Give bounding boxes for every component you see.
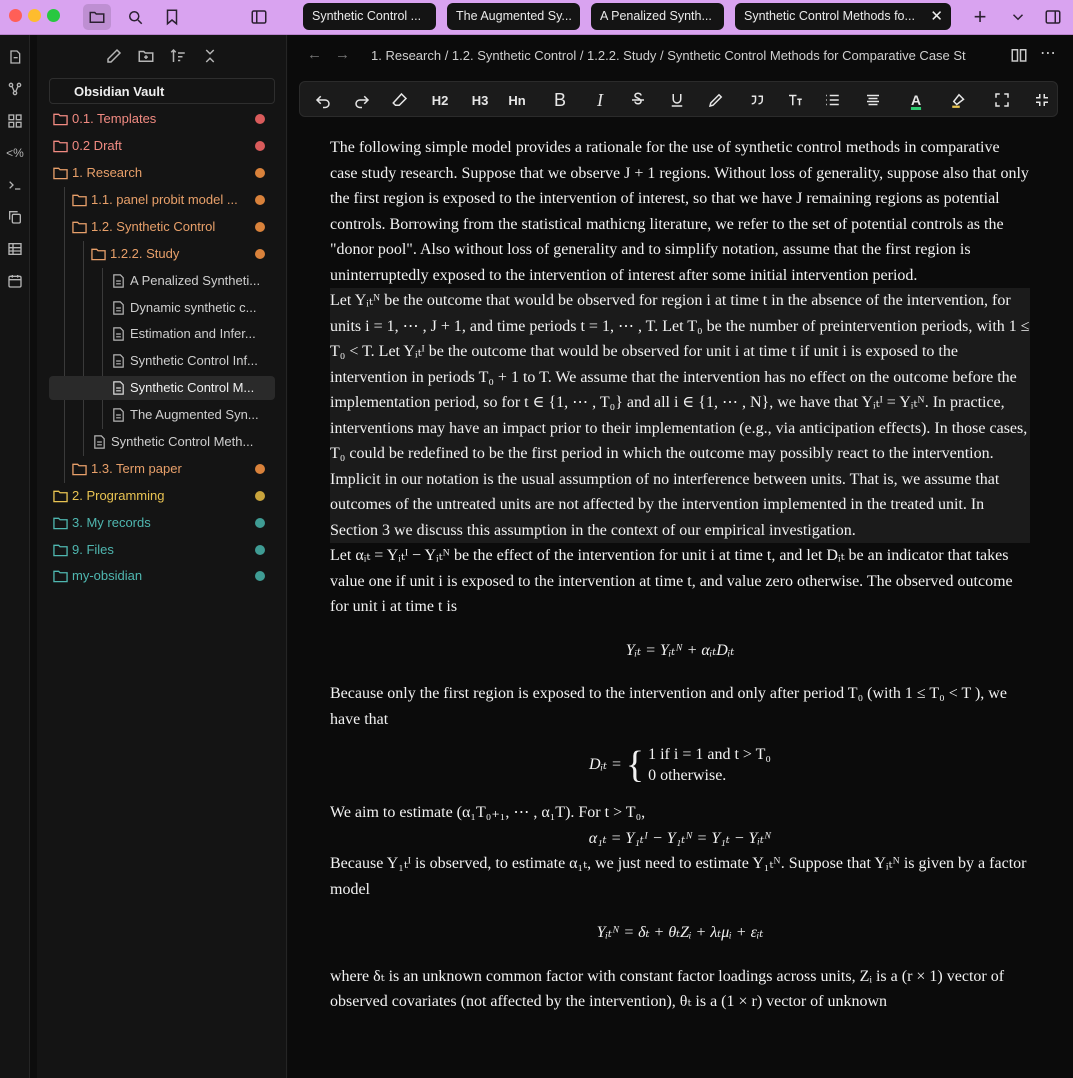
vault-name[interactable]: Obsidian Vault bbox=[49, 78, 275, 104]
reading-view-icon[interactable] bbox=[1010, 46, 1028, 64]
folder-synthetic-control[interactable] bbox=[72, 215, 275, 239]
paragraph: Because only the first region is exposed to the intervention and only after period T₀ (with 1 ≤ T₀ < T ), we have that bbox=[330, 685, 1007, 728]
folder-open-icon bbox=[53, 166, 68, 180]
folder-research[interactable] bbox=[53, 161, 275, 185]
tree-item-label: 1. Research bbox=[72, 165, 143, 180]
back-arrow-icon[interactable]: ← bbox=[307, 46, 322, 63]
status-dot bbox=[255, 545, 265, 555]
equation: Yᵢₜ = Yᵢₜᴺ + αᵢₜDᵢₜ bbox=[625, 641, 735, 659]
status-dot bbox=[255, 491, 265, 501]
folder-panel-probit[interactable] bbox=[72, 188, 275, 212]
folder-open-icon bbox=[72, 220, 87, 234]
title-bar bbox=[0, 0, 1073, 35]
folder-icon bbox=[53, 543, 68, 557]
heading-3-button[interactable]: H3 bbox=[471, 92, 489, 108]
status-dot bbox=[255, 222, 265, 232]
list-icon[interactable] bbox=[821, 88, 843, 112]
tab-active[interactable] bbox=[735, 3, 951, 30]
fullscreen-icon[interactable] bbox=[991, 88, 1013, 112]
paragraph: The following simple model provides a rationale for the use of synthetic control methods in comparative case study research. Suppose that we observe J + 1 regions. Without loss of generality, suppose also that only the first region is exposed to the intervention of interest, so that we have J remaining regions as potential controls. Borrowing from the statistical mathicng literature, we refer to the set of potential controls as the "donor pool". Also without loss of generality and to simplify notation, assume that the first region is uninterruptedly exposed to the intervention of interest after some initial intervention period. bbox=[330, 139, 1029, 284]
equation-cases-rows bbox=[648, 744, 771, 786]
tree-item-label: 1.3. Term paper bbox=[91, 461, 182, 476]
align-icon[interactable] bbox=[862, 88, 884, 112]
underline-icon[interactable] bbox=[666, 88, 688, 112]
eraser-icon[interactable] bbox=[389, 88, 411, 112]
folder-term-paper[interactable] bbox=[72, 457, 275, 481]
new-folder-icon[interactable] bbox=[137, 47, 157, 67]
tree-item-label: The Augmented Syn... bbox=[130, 407, 259, 422]
tree-item-label: A Penalized Syntheti... bbox=[130, 273, 261, 288]
text-format-icon[interactable] bbox=[784, 88, 806, 112]
tab[interactable] bbox=[591, 3, 724, 30]
folder-icon bbox=[53, 112, 68, 126]
tree-item-label: 1.2. Synthetic Control bbox=[91, 219, 216, 234]
paragraph-highlighted: Let Yᵢₜᴺ be the outcome that would be observed for region i at time t in the absence of the intervention, for units i = 1, ⋯ , J + 1, and time periods t = 1, ⋯ , T. Let T₀ be the number of preintervention periods, with 1 ≤ T₀ < T. Let Yᵢₜᴵ be the outcome that would be observed for unit i at time t if unit i is exposed to the intervention in periods T₀ + 1 to T. We assume that the intervention has no effect on the outcome before the implementation period, so for t ∈ {1, ⋯ , T₀} and all i ∈ {1, ⋯ , N}, we have that Yᵢₜᴵ = Yᵢₜᴺ. In practice, interventions may have an impact prior to their implementation (e.g., via anticipation effects). In those cases, T₀ could be redefined to be the first period in which the outcome may possibly react to the intervention. Implicit in our notation is the usual assumption of no interference between units. That is, we assume that outcomes of the untreated units are not affected by the intervention implemented in the treated unit. In Section 3 we discuss this assumption in the context of our empirical investigation. bbox=[330, 288, 1030, 543]
file-item[interactable] bbox=[92, 430, 275, 454]
editor-pane bbox=[288, 35, 1073, 1078]
minimize-window-button[interactable] bbox=[28, 9, 41, 22]
status-dot bbox=[255, 464, 265, 474]
quote-icon[interactable] bbox=[746, 88, 768, 112]
tree-item-label: 1.2.2. Study bbox=[110, 246, 180, 261]
exit-fullscreen-icon[interactable] bbox=[1031, 88, 1053, 112]
file-item[interactable] bbox=[111, 403, 275, 427]
file-explorer-icon[interactable] bbox=[83, 4, 111, 30]
status-dot bbox=[255, 195, 265, 205]
file-icon bbox=[92, 435, 107, 449]
table-icon[interactable] bbox=[5, 239, 25, 259]
open-quick-switcher-icon[interactable] bbox=[5, 47, 25, 67]
note-content[interactable] bbox=[330, 135, 1030, 1015]
tree-guide bbox=[83, 241, 84, 456]
tree-guide bbox=[64, 187, 65, 483]
status-dot bbox=[255, 141, 265, 151]
paragraph: Let αᵢₜ = Yᵢₜᴵ − Yᵢₜᴺ be the effect of the intervention for unit i at time t, and let Dᵢₜ be an indicator that takes value one if unit i is exposed to the intervention at time t, and value zero otherwise. The observed outcome for unit i at time t is bbox=[330, 547, 1013, 615]
ribbon bbox=[0, 35, 30, 1078]
maximize-window-button[interactable] bbox=[47, 9, 60, 22]
file-icon bbox=[111, 274, 126, 288]
italic-button[interactable]: I bbox=[597, 89, 603, 110]
paragraph: where δₜ is an unknown common factor with constant factor loadings across units, Zᵢ is a (r × 1) vector of observed covariates (not affected by the intervention), θₜ is a (1 × r) vector of unknown bbox=[330, 967, 1005, 1010]
tree-item-label: 2. Programming bbox=[72, 488, 165, 503]
tree-item-label: 3. My records bbox=[72, 515, 151, 530]
equation-lhs: Dᵢₜ = bbox=[589, 756, 622, 774]
tab-label: Synthetic Control Methods fo... bbox=[744, 9, 915, 23]
equation: Yᵢₜᴺ = δₜ + θₜZᵢ + λₜμᵢ + εᵢₜ bbox=[596, 924, 764, 941]
graph-view-icon[interactable] bbox=[5, 79, 25, 99]
tab-label: A Penalized Synth... bbox=[600, 9, 712, 23]
tree-guide bbox=[102, 268, 103, 429]
file-item[interactable] bbox=[111, 269, 275, 293]
code-icon[interactable]: <% bbox=[6, 146, 24, 160]
sidebar-toggle-icon[interactable] bbox=[245, 4, 273, 30]
tree-item-label: 0.1. Templates bbox=[72, 111, 157, 126]
terminal-icon[interactable] bbox=[5, 175, 25, 195]
paragraph: Because Y₁ₜᴵ is observed, to estimate α₁ₜ, we just need to estimate Y₁ₜᴺ. Suppose that Yᵢₜᴺ is given by a factor model bbox=[330, 855, 1027, 898]
tab-label: The Augmented Sy... bbox=[456, 9, 572, 23]
forward-arrow-icon[interactable]: → bbox=[335, 46, 350, 63]
tree-item-label: Synthetic Control Inf... bbox=[130, 353, 258, 368]
folder-my-obsidian[interactable] bbox=[53, 564, 275, 588]
tree-item-label: Synthetic Control M... bbox=[130, 380, 255, 395]
breadcrumb[interactable]: 1. Research / 1.2. Synthetic Control / 1.2.2. Study / Synthetic Control Methods for Comparative Case St bbox=[371, 48, 966, 63]
tree-item-label: 9. Files bbox=[72, 542, 114, 557]
equation: α₁ₜ = Y₁ₜᴵ − Y₁ₜᴺ = Y₁ₜ − Yᵢₜᴺ bbox=[588, 829, 772, 847]
right-sidebar-toggle-icon[interactable] bbox=[1039, 4, 1067, 30]
tab[interactable] bbox=[303, 3, 436, 30]
heading-2-button[interactable]: H2 bbox=[431, 92, 449, 108]
folder-files[interactable] bbox=[53, 538, 275, 562]
new-tab-icon[interactable]: + bbox=[973, 4, 987, 29]
folder-templates[interactable] bbox=[53, 107, 275, 131]
tree-item-label: Estimation and Infer... bbox=[130, 326, 256, 341]
close-tab-icon[interactable]: ✕ bbox=[930, 8, 943, 25]
highlighter-pen-icon[interactable] bbox=[705, 88, 727, 112]
status-dot bbox=[255, 518, 265, 528]
search-icon[interactable] bbox=[121, 4, 149, 30]
more-options-icon[interactable]: ⋯ bbox=[1040, 45, 1056, 62]
file-icon bbox=[111, 301, 126, 315]
folder-programming[interactable] bbox=[53, 484, 275, 508]
equation-case: 1 if i = 1 and t > T₀ bbox=[648, 746, 771, 763]
folder-my-records[interactable] bbox=[53, 511, 275, 535]
tree-item-label: 0.2 Draft bbox=[72, 138, 122, 153]
tree-item-label: Dynamic synthetic c... bbox=[130, 300, 257, 315]
close-window-button[interactable] bbox=[9, 9, 22, 22]
status-dot bbox=[255, 114, 265, 124]
canvas-icon[interactable] bbox=[5, 111, 25, 131]
folder-icon bbox=[53, 516, 68, 530]
calendar-icon[interactable] bbox=[5, 271, 25, 291]
file-explorer-sidebar bbox=[37, 35, 287, 1078]
tree-item-label: Synthetic Control Meth... bbox=[111, 434, 254, 449]
redo-icon[interactable] bbox=[351, 88, 373, 112]
copy-icon[interactable] bbox=[5, 207, 25, 227]
file-icon bbox=[111, 408, 126, 422]
file-icon bbox=[111, 327, 126, 341]
folder-icon bbox=[72, 462, 87, 476]
undo-icon[interactable] bbox=[312, 88, 334, 112]
collapse-all-icon[interactable] bbox=[201, 47, 221, 67]
folder-study[interactable] bbox=[91, 242, 275, 266]
status-dot bbox=[255, 571, 265, 581]
sort-icon[interactable] bbox=[169, 47, 189, 67]
font-color-button[interactable]: A bbox=[910, 92, 922, 108]
view-header bbox=[288, 35, 1073, 75]
strikethrough-icon[interactable] bbox=[627, 88, 649, 112]
file-item[interactable] bbox=[111, 296, 275, 320]
tree-item-label: 1.1. panel probit model ... bbox=[91, 192, 238, 207]
status-dot bbox=[255, 249, 265, 259]
bookmark-icon[interactable] bbox=[158, 4, 186, 30]
status-dot bbox=[255, 168, 265, 178]
file-icon bbox=[111, 381, 126, 395]
folder-open-icon bbox=[91, 247, 106, 261]
tab[interactable] bbox=[447, 3, 580, 30]
tab-list-chevron-icon[interactable] bbox=[1004, 4, 1032, 30]
equation-cases bbox=[330, 744, 1030, 786]
folder-icon bbox=[53, 569, 68, 583]
bold-button[interactable]: B bbox=[553, 89, 566, 110]
brace-icon: { bbox=[625, 744, 645, 786]
folder-draft[interactable] bbox=[53, 134, 275, 158]
file-icon bbox=[111, 354, 126, 368]
file-item[interactable] bbox=[111, 322, 275, 346]
new-note-icon[interactable] bbox=[105, 47, 125, 67]
file-item-active[interactable] bbox=[49, 376, 275, 400]
folder-icon bbox=[53, 139, 68, 153]
background-color-icon[interactable] bbox=[948, 88, 970, 112]
file-item[interactable] bbox=[111, 349, 275, 373]
folder-icon bbox=[72, 193, 87, 207]
tree-item-label: my-obsidian bbox=[72, 568, 143, 583]
tab-label: Synthetic Control ... bbox=[312, 9, 422, 23]
equation-case: 0 otherwise. bbox=[648, 767, 727, 784]
folder-icon bbox=[53, 489, 68, 503]
paragraph: We aim to estimate (α₁T₀₊₁, ⋯ , α₁T). For t > T₀, bbox=[330, 804, 646, 821]
heading-n-button[interactable]: Hn bbox=[508, 92, 526, 108]
editing-toolbar bbox=[299, 81, 1058, 117]
